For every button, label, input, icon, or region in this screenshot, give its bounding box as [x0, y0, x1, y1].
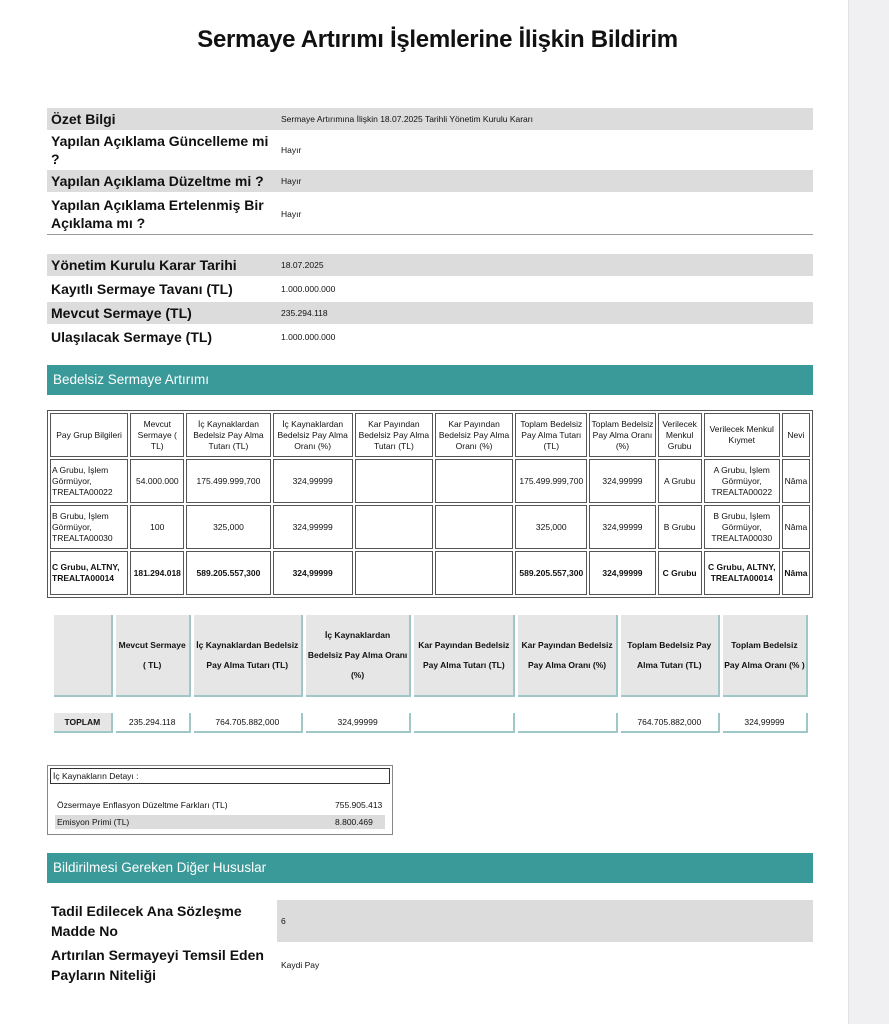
- cell: [435, 459, 513, 503]
- right-margin-strip: [848, 0, 889, 1024]
- pay-niteligi-label: Artırılan Sermayeyi Temsil Eden Payların Niteliği: [51, 947, 264, 983]
- cell: 324,99999: [589, 551, 655, 595]
- page-title: Sermaye Artırımı İşlemlerine İlişkin Bildirim: [197, 26, 678, 53]
- pay-niteligi-row: [47, 944, 813, 986]
- col-mevcut-sermaye: Mevcut Sermaye ( TL): [130, 413, 184, 457]
- toplam-col-kar-tutar: Kar Payından Bedelsiz Pay Alma Tutarı (TL): [414, 615, 515, 697]
- toplam-col-mevcut: Mevcut Sermaye ( TL): [116, 615, 191, 697]
- cell: 324,99999: [273, 459, 353, 503]
- ozet-label: Özet Bilgi: [47, 108, 277, 130]
- col-toplam-tutar: Toplam Bedelsiz Pay Alma Tutarı (TL): [515, 413, 587, 457]
- section-bedelsiz: Bedelsiz Sermaye Artırımı: [47, 365, 813, 395]
- cell: 589.205.557,300: [515, 551, 587, 595]
- detay-label: Emisyon Primi (TL): [57, 817, 130, 827]
- toplam-col-toplam-oran: Toplam Bedelsiz Pay Alma Oranı (% ): [723, 615, 808, 697]
- duzeltme-label: Yapılan Açıklama Düzeltme mi ?: [47, 170, 277, 192]
- bedelsiz-table: [47, 410, 813, 598]
- guncelleme-value: Hayır: [281, 145, 302, 155]
- col-nevi: Nevi: [782, 413, 810, 457]
- toplam-label: TOPLAM: [54, 713, 113, 733]
- tadil-label: Tadil Edilecek Ana Sözleşme Madde No: [47, 900, 277, 942]
- toplam-table: [51, 612, 811, 736]
- detay-value: 8.800.469: [335, 817, 373, 827]
- ertelenmis-label: Yapılan Açıklama Ertelenmiş Bir Açıklama mı ?: [51, 197, 264, 231]
- cell: 764.705.882,000: [194, 713, 303, 733]
- toplam-col-toplam-tutar: Toplam Bedelsiz Pay Alma Tutarı (TL): [621, 615, 720, 697]
- cell: [518, 713, 617, 733]
- cell: B Grubu, İşlem Görmüyor, TREALTA00030: [50, 505, 128, 549]
- cell: [435, 505, 513, 549]
- cell: 324,99999: [589, 459, 655, 503]
- cell: 325,000: [515, 505, 587, 549]
- bedelsiz-header-row: [50, 413, 810, 457]
- mevcut-sermaye-value: 235.294.118: [277, 302, 813, 324]
- cell: [355, 459, 433, 503]
- table-row: [50, 459, 810, 503]
- karar-tarihi-row: [47, 254, 813, 276]
- ozet-value: Sermaye Artırımına İlişkin 18.07.2025 Tarihli Yönetim Kurulu Kararı: [277, 108, 813, 130]
- cell: 324,99999: [589, 505, 655, 549]
- mevcut-sermaye-row: [47, 302, 813, 324]
- table-row: [50, 505, 810, 549]
- ulasilacak-sermaye-label: Ulaşılacak Sermaye (TL): [51, 329, 213, 345]
- table-row: [50, 551, 810, 595]
- detay-title: İç Kaynakların Detayı :: [50, 768, 390, 784]
- cell: Nâma: [782, 459, 810, 503]
- cell: B Grubu: [658, 505, 702, 549]
- cell: Nâma: [782, 551, 810, 595]
- toplam-col-ic-oran: İç Kaynaklardan Bedelsiz Pay Alma Oranı (%): [306, 615, 411, 697]
- ulasilacak-sermaye-value: 1.000.000.000: [281, 332, 336, 342]
- col-ic-kaynak-tutar: İç Kaynaklardan Bedelsiz Pay Alma Tutarı (TL): [186, 413, 270, 457]
- detay-label: Özsermaye Enflasyon Düzeltme Farkları (TL): [57, 800, 228, 810]
- ertelenmis-row: [47, 194, 813, 234]
- diger-table: [47, 898, 813, 988]
- ic-kaynak-detay-box: [47, 765, 393, 835]
- guncelleme-row: [47, 132, 813, 168]
- spacer-cell: [54, 700, 808, 710]
- cell: B Grubu, İşlem Görmüyor, TREALTA00030: [704, 505, 780, 549]
- karar-tarihi-label: Yönetim Kurulu Karar Tarihi: [47, 254, 277, 276]
- cell: Nâma: [782, 505, 810, 549]
- cell: C Grubu, ALTNY, TREALTA00014: [704, 551, 780, 595]
- duzeltme-row: [47, 170, 813, 192]
- cell: 175.499.999,700: [515, 459, 587, 503]
- mevcut-sermaye-label: Mevcut Sermaye (TL): [47, 302, 277, 324]
- col-menkul-kiymet: Verilecek Menkul Kıymet: [704, 413, 780, 457]
- guncelleme-label: Yapılan Açıklama Güncelleme mi ?: [51, 133, 269, 167]
- section-diger: Bildirilmesi Gereken Diğer Hususlar: [47, 853, 813, 883]
- detay-value: 755.905.413: [335, 800, 383, 810]
- karar-table: [47, 252, 813, 350]
- toplam-col-blank: [54, 615, 113, 697]
- cell: 325,000: [186, 505, 270, 549]
- cell: [355, 505, 433, 549]
- kayitli-sermaye-row: [47, 278, 813, 300]
- toplam-row: [54, 713, 808, 733]
- cell: 175.499.999,700: [186, 459, 270, 503]
- cell: 181.294.018: [130, 551, 184, 595]
- cell: 324,99999: [306, 713, 411, 733]
- cell: C Grubu: [658, 551, 702, 595]
- col-pay-grup: Pay Grup Bilgileri: [50, 413, 128, 457]
- ozet-table: [47, 106, 813, 236]
- cell: 100: [130, 505, 184, 549]
- cell: 235.294.118: [116, 713, 191, 733]
- kayitli-sermaye-label: Kayıtlı Sermaye Tavanı (TL): [51, 281, 233, 297]
- col-kar-payi-oran: Kar Payından Bedelsiz Pay Alma Oranı (%): [435, 413, 513, 457]
- detay-row: [55, 815, 385, 829]
- toplam-col-kar-oran: Kar Payından Bedelsiz Pay Alma Oranı (%): [518, 615, 617, 697]
- tadil-row: [47, 900, 813, 942]
- kayitli-sermaye-value: 1.000.000.000: [281, 284, 336, 294]
- ozet-row: [47, 108, 813, 130]
- cell: 324,99999: [723, 713, 808, 733]
- karar-tarihi-value: 18.07.2025: [277, 254, 813, 276]
- cell: 54.000.000: [130, 459, 184, 503]
- ertelenmis-value: Hayır: [281, 209, 302, 219]
- col-toplam-oran: Toplam Bedelsiz Pay Alma Oranı (%): [589, 413, 655, 457]
- col-ic-kaynak-oran: İç Kaynaklardan Bedelsiz Pay Alma Oranı (%): [273, 413, 353, 457]
- cell: 764.705.882,000: [621, 713, 720, 733]
- col-kar-payi-tutar: Kar Payından Bedelsiz Pay Alma Tutarı (TL): [355, 413, 433, 457]
- cell: C Grubu, ALTNY, TREALTA00014: [50, 551, 128, 595]
- spacer-row: [54, 700, 808, 710]
- divider: [47, 234, 813, 235]
- cell: 324,99999: [273, 551, 353, 595]
- tadil-value: 6: [277, 900, 813, 942]
- cell: 324,99999: [273, 505, 353, 549]
- toplam-header-row: [54, 615, 808, 697]
- cell: A Grubu: [658, 459, 702, 503]
- cell: [355, 551, 433, 595]
- col-menkul-grubu: Verilecek Menkul Grubu: [658, 413, 702, 457]
- detay-row: [55, 798, 385, 812]
- cell: A Grubu, İşlem Görmüyor, TREALTA00022: [50, 459, 128, 503]
- ulasilacak-sermaye-row: [47, 326, 813, 348]
- pay-niteligi-value: Kaydi Pay: [281, 960, 320, 970]
- duzeltme-value: Hayır: [277, 170, 813, 192]
- cell: A Grubu, İşlem Görmüyor, TREALTA00022: [704, 459, 780, 503]
- cell: [435, 551, 513, 595]
- cell: [414, 713, 515, 733]
- cell: 589.205.557,300: [186, 551, 270, 595]
- toplam-col-ic-tutar: İç Kaynaklardan Bedelsiz Pay Alma Tutarı (TL): [194, 615, 303, 697]
